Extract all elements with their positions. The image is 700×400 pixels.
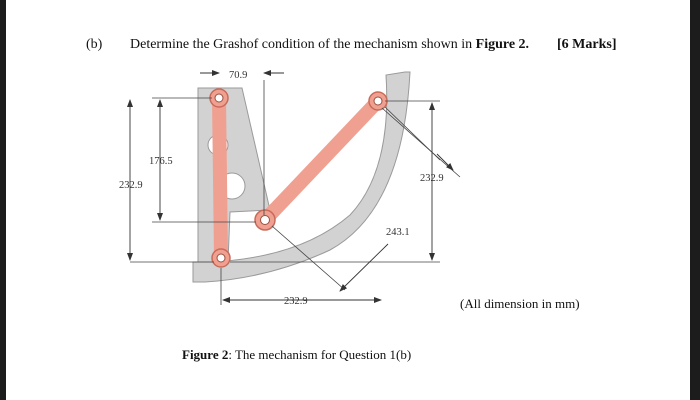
dim-line-right-diagonal — [437, 154, 453, 170]
figure-caption — [182, 347, 411, 363]
dim-center-vertical: 243.1 — [386, 227, 410, 238]
dim-top-offset: 70.9 — [229, 70, 248, 81]
dim-left-outer: 232.9 — [119, 180, 143, 191]
joint-top-left — [210, 89, 228, 107]
question-text-prefix: Determine the Grashof condition of the mechanism shown in — [130, 37, 476, 52]
joint-middle — [255, 210, 275, 230]
marks-label: [6 Marks] — [557, 37, 617, 52]
figure-reference: Figure 2. — [475, 37, 530, 52]
link-vertical — [219, 98, 221, 258]
caption-label: Figure 2 — [182, 347, 229, 362]
question-number: (b) — [86, 37, 103, 52]
joint-bottom — [212, 249, 230, 267]
dim-line-diagonal-lower — [340, 244, 388, 291]
caption-text: : The mechanism for Question 1(b) — [228, 347, 412, 362]
dim-bottom-horizontal: 232.9 — [284, 296, 308, 307]
dim-left-inner: 176.5 — [149, 156, 173, 167]
joint-top-right — [369, 92, 387, 110]
dim-right-diagonal: 232.9 — [420, 173, 444, 184]
units-note: (All dimension in mm) — [460, 296, 580, 311]
